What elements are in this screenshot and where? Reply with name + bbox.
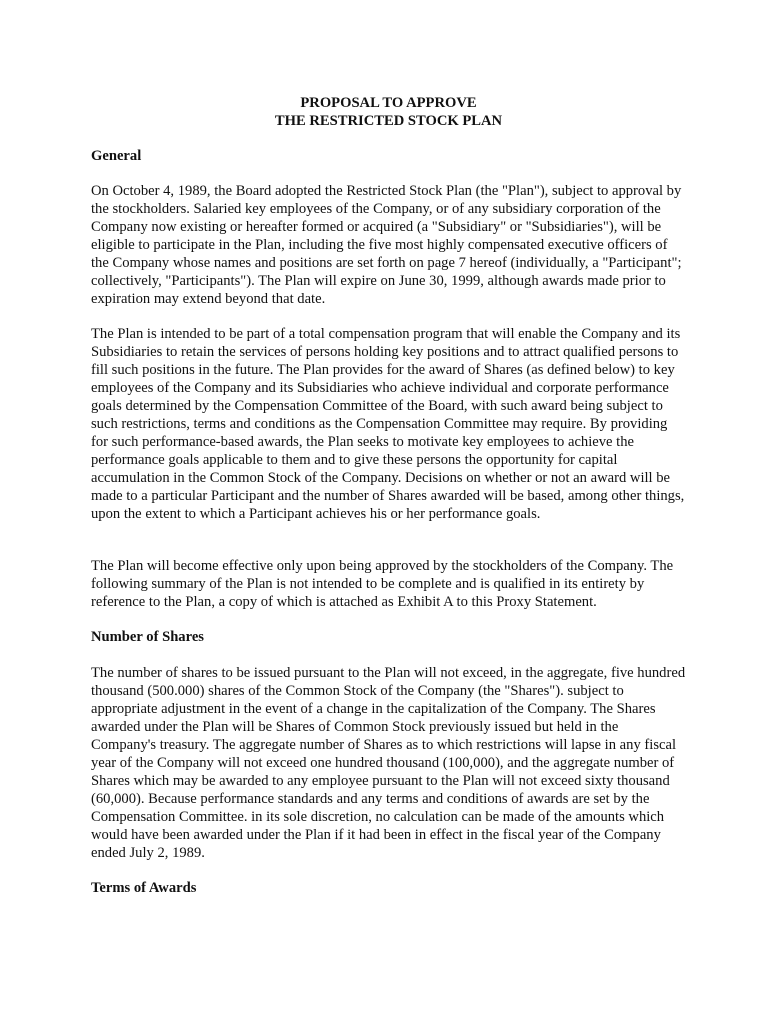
title-line-1: PROPOSAL TO APPROVE <box>300 95 477 111</box>
section-heading-general: General <box>91 148 142 164</box>
paragraph-general-2: The Plan is intended to be part of a total compensation program that will enable the Company and its Subsidiaries to retain the services of persons holding key positions and to attract qualified persons to fill such positions in the future. The Plan provides for the award of Shares (as defined below) to key employees of the Company and its Subsidiaries who achieve individual and corporate performance goals determined by the Compensation Committee of the Board, with such award being subject to such restrictions, terms and conditions as the Compensation Committee may require. By providing for such performance-based awards, the Plan seeks to motivate key employees to achieve the performance goals applicable to them and to give these persons the opportunity for capital accumulation in the Common Stock of the Company. Decisions on whether or not an award will be made to a particular Participant and the number of Shares awarded will be based, among other things, upon the extent to which a Participant achieves his or her performance goals. <box>91 326 685 522</box>
title-line-2: THE RESTRICTED STOCK PLAN <box>274 113 503 129</box>
document-title <box>91 94 686 130</box>
paragraph-general-1: On October 4, 1989, the Board adopted the Restricted Stock Plan (the "Plan"), subject to approval by the stockholders. Salaried key employees of the Company, or of any subsidiary corporation of the Company now existing or hereafter formed or acquired (a "Subsidiary" or "Subsidiaries"), will be eligible to participate in the Plan, including the five most highly compensated executive officers of the Company whose names and positions are set forth on page 7 hereof (individually, a "Participant"; collectively, "Participants"). The Plan will expire on June 30, 1999, although awards made prior to expiration may extend beyond that date. <box>91 183 682 307</box>
paragraph-number-of-shares-1: The number of shares to be issued pursuant to the Plan will not exceed, in the aggregate, five hundred thousand (500.000) shares of the Common Stock of the Company (the "Shares"). subject to appropriate adjustment in the event of a change in the capitalization of the Company. The Shares awarded under the Plan will be Shares of Common Stock previously issued but held in the Company's treasury. The aggregate number of Shares as to which restrictions will lapse in any fiscal year of the Company will not exceed one hundred thousand (100,000), and the aggregate number of Shares which may be awarded to any employee pursuant to the Plan will not exceed sixty thousand (60,000). Because performance standards and any terms and conditions of awards are set by the Compensation Committee. in its sole discretion, no calculation can be made of the amounts which would have been awarded under the Plan if it had been in effect in the fiscal year of the Company ended July 2, 1989. <box>91 665 686 861</box>
section-heading-number-of-shares: Number of Shares <box>91 629 204 645</box>
paragraph-general-3: The Plan will become effective only upon being approved by the stockholders of the Company. The following summary of the Plan is not intended to be complete and is qualified in its entirety by reference to the Plan, a copy of which is attached as Exhibit A to this Proxy Statement. <box>91 558 674 610</box>
section-heading-terms-of-awards: Terms of Awards <box>91 880 197 896</box>
